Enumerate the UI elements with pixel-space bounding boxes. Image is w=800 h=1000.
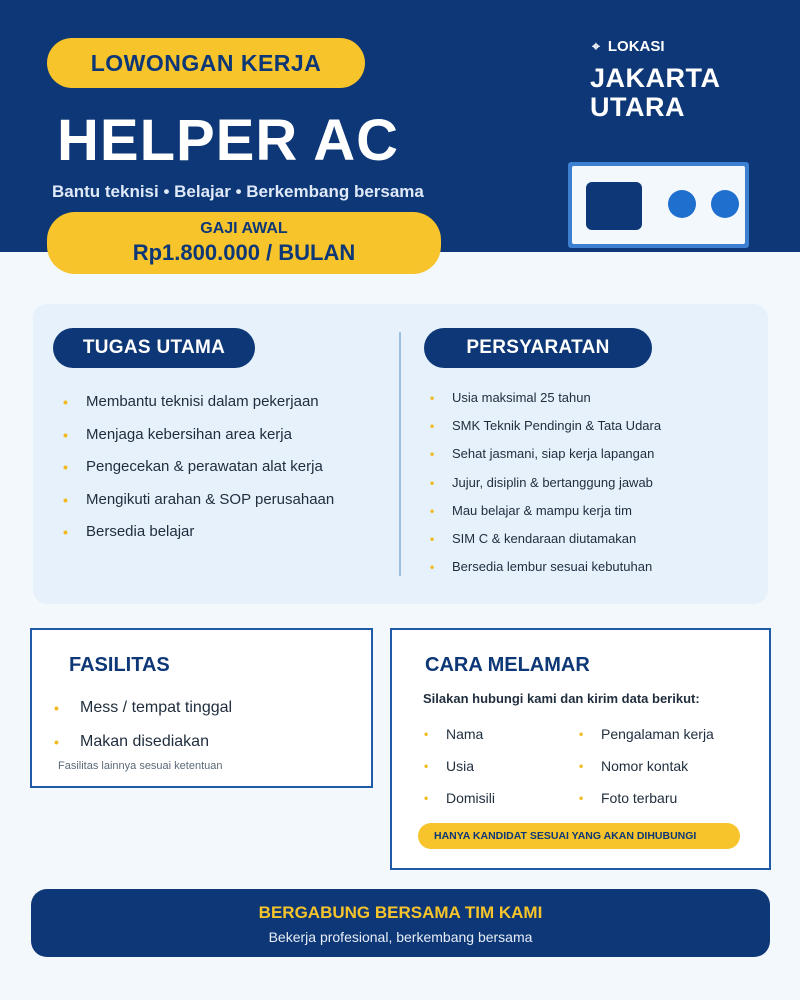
list-item: • Menjaga kebersihan area kerja bbox=[63, 423, 334, 456]
list-item: • Mengikuti arahan & SOP perusahaan bbox=[63, 488, 334, 521]
bullet-icon: • bbox=[63, 459, 68, 475]
footer-banner bbox=[31, 889, 770, 957]
list-item: • SIM C & kendaraan diutamakan bbox=[430, 528, 661, 556]
list-item: • Pengalaman kerja bbox=[579, 723, 714, 755]
candidate-note-badge: HANYA KANDIDAT SESUAI YANG AKAN DIHUBUNGI bbox=[418, 823, 740, 849]
list-item: • Membantu teknisi dalam pekerjaan bbox=[63, 390, 334, 423]
bullet-icon: • bbox=[63, 394, 68, 410]
bullet-icon: • bbox=[63, 524, 68, 540]
salary-label: GAJI AWAL bbox=[200, 220, 288, 237]
bullet-icon: • bbox=[424, 727, 429, 741]
job-vacancy-badge: LOWONGAN KERJA bbox=[47, 38, 365, 88]
fasilitas-box bbox=[30, 628, 373, 788]
tugas-heading: TUGAS UTAMA bbox=[53, 328, 255, 368]
location-label: LOKASI bbox=[607, 38, 665, 55]
footer-title: BERGABUNG BERSAMA TIM KAMI bbox=[258, 903, 543, 922]
column-divider bbox=[399, 332, 401, 576]
bullet-icon: • bbox=[63, 426, 68, 443]
fasilitas-heading: FASILITAS bbox=[69, 654, 170, 676]
salary-value: Rp1.800.000 / BULAN bbox=[132, 240, 356, 265]
cara-melamar-intro: Silakan hubungi kami dan kirim data berikut: bbox=[423, 691, 700, 706]
persyaratan-heading: PERSYARATAN bbox=[424, 328, 652, 368]
bullet-icon: • bbox=[430, 419, 435, 434]
fasilitas-note: Fasilitas lainnya sesuai ketentuan bbox=[58, 760, 223, 772]
list-item: • Makan disediakan bbox=[54, 730, 232, 764]
job-subtitle: Bantu teknisi • Belajar • Berkembang bersama bbox=[52, 182, 424, 201]
bullet-icon: • bbox=[54, 700, 59, 716]
list-item: • Bersedia belajar bbox=[63, 520, 334, 553]
list-item: • Mau belajar & mampu kerja tim bbox=[430, 500, 661, 528]
bullet-icon: • bbox=[424, 791, 429, 805]
bullet-icon: • bbox=[63, 491, 68, 508]
list-item: • Nomor kontak bbox=[579, 755, 714, 787]
persyaratan-list bbox=[430, 387, 661, 584]
bullet-icon: • bbox=[579, 759, 584, 773]
ac-button-dot bbox=[711, 190, 739, 218]
salary-badge bbox=[47, 212, 441, 274]
cara-melamar-box bbox=[390, 628, 771, 870]
list-item: • Domisili bbox=[424, 787, 495, 819]
bullet-icon: • bbox=[54, 734, 59, 750]
bullet-icon: • bbox=[430, 447, 435, 462]
list-item: • Sehat jasmani, siap kerja lapangan bbox=[430, 443, 661, 471]
list-item: • Foto terbaru bbox=[579, 787, 714, 819]
bullet-icon: • bbox=[430, 391, 435, 405]
location-value: JAKARTA UTARA bbox=[590, 63, 720, 122]
list-item: • Jujur, disiplin & bertanggung jawab bbox=[430, 472, 661, 500]
fasilitas-list bbox=[54, 696, 232, 764]
list-item: • Pengecekan & perawatan alat kerja bbox=[63, 455, 334, 488]
ac-panel bbox=[586, 182, 642, 230]
bullet-icon: • bbox=[430, 475, 435, 490]
air-conditioner-icon bbox=[568, 162, 749, 248]
bullet-icon: • bbox=[579, 727, 584, 741]
list-item: • Mess / tempat tinggal bbox=[54, 696, 232, 730]
bullet-icon: • bbox=[430, 560, 435, 575]
list-item: • Nama bbox=[424, 723, 495, 755]
cara-melamar-heading: CARA MELAMAR bbox=[425, 654, 590, 676]
list-item: • Usia maksimal 25 tahun bbox=[430, 387, 661, 415]
bullet-icon: • bbox=[430, 531, 435, 546]
bullet-icon: • bbox=[430, 503, 435, 518]
tugas-list bbox=[63, 390, 334, 553]
list-item: • Usia bbox=[424, 755, 495, 787]
location-pin-icon: ⌖ bbox=[592, 38, 600, 54]
job-title: HELPER AC bbox=[57, 108, 399, 173]
application-data-list-left bbox=[424, 723, 495, 819]
list-item: • SMK Teknik Pendingin & Tata Udara bbox=[430, 415, 661, 443]
application-data-list-right bbox=[579, 723, 714, 819]
list-item: • Bersedia lembur sesuai kebutuhan bbox=[430, 556, 661, 584]
location-label-row bbox=[592, 38, 665, 55]
ac-button-dot bbox=[668, 190, 696, 218]
footer-subtitle: Bekerja profesional, berkembang bersama bbox=[268, 929, 533, 945]
bullet-icon: • bbox=[579, 791, 584, 805]
bullet-icon: • bbox=[424, 759, 429, 773]
